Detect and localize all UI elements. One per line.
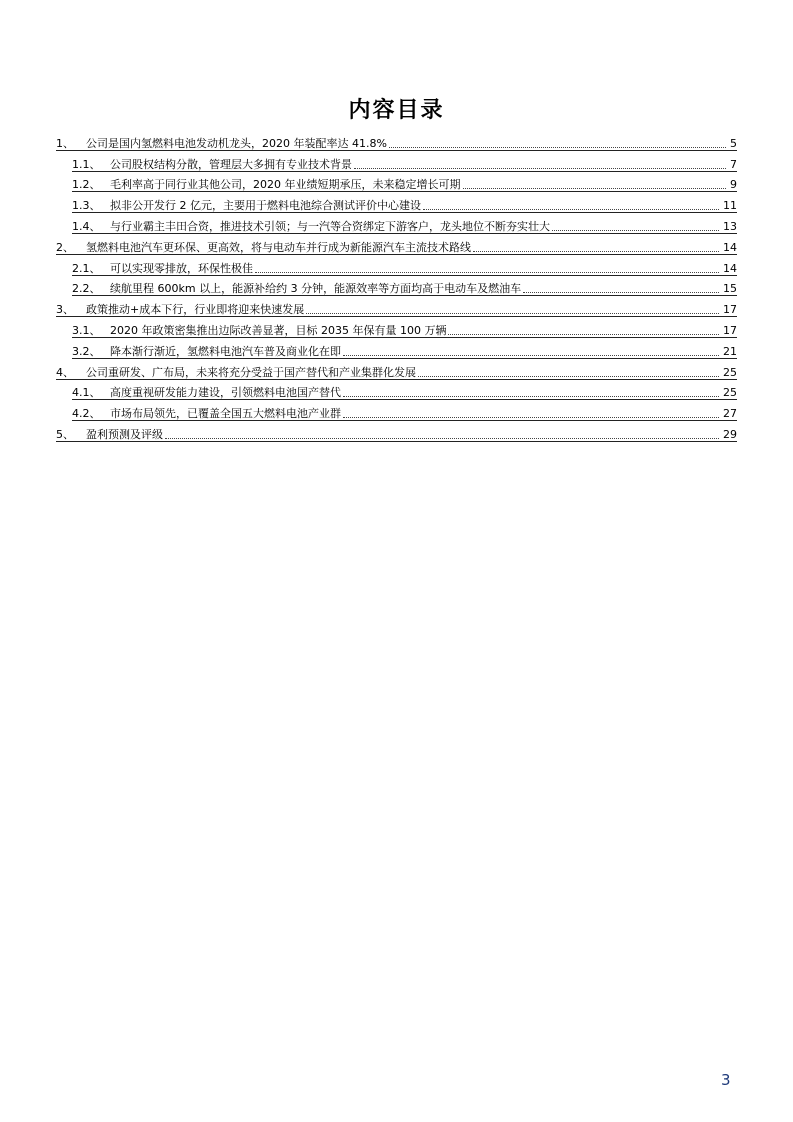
toc-entry[interactable] xyxy=(56,278,737,299)
toc-entry-number: 3、 xyxy=(56,303,74,317)
toc-entry-number: 2、 xyxy=(56,240,74,254)
toc-entry-number: 4.2、 xyxy=(72,407,101,421)
toc-entry[interactable] xyxy=(56,423,737,444)
toc-entry[interactable] xyxy=(56,319,737,340)
toc-entry-title: 与行业霸主丰田合资，推进技术引领；与一汽等合资绑定下游客户，龙头地位不断夯实壮大 xyxy=(110,219,550,233)
toc-entry[interactable] xyxy=(56,236,737,257)
toc-entry-title: 盈利预测及评级 xyxy=(86,427,163,441)
toc-entry-page: 27 xyxy=(723,407,737,421)
toc-entry-number: 1.1、 xyxy=(72,157,101,171)
toc-entry-title: 氢燃料电池汽车更环保、更高效，将与电动车并行成为新能源汽车主流技术路线 xyxy=(86,240,471,254)
toc-entry[interactable] xyxy=(56,402,737,423)
toc-entry-title: 公司股权结构分散，管理层大多拥有专业技术背景 xyxy=(110,157,352,171)
toc-entry-page: 13 xyxy=(723,219,737,233)
toc-leader-dots xyxy=(389,147,726,148)
toc-entry-number: 1、 xyxy=(56,136,74,150)
toc-leader-dots xyxy=(448,334,719,335)
toc-entry[interactable] xyxy=(56,153,737,174)
toc-entry-page: 9 xyxy=(730,178,737,192)
toc-entry-page: 14 xyxy=(723,240,737,254)
toc-entry-page: 25 xyxy=(723,365,737,379)
toc-entry-number: 1.3、 xyxy=(72,199,101,213)
toc-entry[interactable] xyxy=(56,257,737,278)
toc-entry[interactable] xyxy=(56,215,737,236)
toc-leader-dots xyxy=(418,376,719,377)
toc-entry-title: 毛利率高于同行业其他公司，2020 年业绩短期承压，未来稳定增长可期 xyxy=(110,178,461,192)
toc-entry-title: 市场布局领先，已覆盖全国五大燃料电池产业群 xyxy=(110,407,341,421)
toc-entry-number: 5、 xyxy=(56,427,74,441)
toc-entry-page: 11 xyxy=(723,199,737,213)
toc-entry-number: 2.2、 xyxy=(72,282,101,296)
table-of-contents xyxy=(56,132,737,444)
toc-entry-page: 29 xyxy=(723,427,737,441)
toc-entry-page: 17 xyxy=(723,323,737,337)
toc-entry-title: 政策推动+成本下行，行业即将迎来快速发展 xyxy=(86,303,305,317)
toc-entry[interactable] xyxy=(56,298,737,319)
toc-entry-title: 续航里程 600km 以上，能源补给约 3 分钟，能源效率等方面均高于电动车及燃油车 xyxy=(110,282,522,296)
toc-entry[interactable] xyxy=(56,340,737,361)
toc-entry[interactable] xyxy=(56,132,737,153)
toc-entry-page: 5 xyxy=(730,136,737,150)
toc-entry[interactable] xyxy=(56,382,737,403)
toc-entry-title: 拟非公开发行 2 亿元，主要用于燃料电池综合测试评价中心建设 xyxy=(110,199,421,213)
toc-leader-dots xyxy=(463,188,727,189)
toc-entry[interactable] xyxy=(56,174,737,195)
toc-leader-dots xyxy=(423,209,719,210)
toc-leader-dots xyxy=(343,417,719,418)
toc-leader-dots xyxy=(552,230,719,231)
toc-entry-title: 2020 年政策密集推出边际改善显著，目标 2035 年保有量 100 万辆 xyxy=(110,323,447,337)
toc-leader-dots xyxy=(473,251,719,252)
toc-leader-dots xyxy=(255,272,719,273)
toc-entry[interactable] xyxy=(56,194,737,215)
toc-leader-dots xyxy=(354,168,726,169)
toc-entry-title: 公司是国内氢燃料电池发动机龙头，2020 年装配率达 41.8% xyxy=(86,136,387,150)
toc-entry-number: 4.1、 xyxy=(72,386,101,400)
toc-leader-dots xyxy=(343,355,719,356)
toc-entry[interactable] xyxy=(56,361,737,382)
toc-entry-number: 1.2、 xyxy=(72,178,101,192)
toc-entry-number: 3.1、 xyxy=(72,323,101,337)
page-title: 内容目录 xyxy=(348,98,445,123)
toc-entry-title: 可以实现零排放，环保性极佳 xyxy=(110,261,253,275)
toc-leader-dots xyxy=(523,292,719,293)
toc-entry-page: 14 xyxy=(723,261,737,275)
toc-entry-number: 1.4、 xyxy=(72,219,101,233)
toc-entry-page: 7 xyxy=(730,157,737,171)
toc-entry-number: 3.2、 xyxy=(72,344,101,358)
toc-entry-page: 17 xyxy=(723,303,737,317)
page-number: 3 xyxy=(721,1071,731,1089)
toc-entry-title: 降本渐行渐近，氢燃料电池汽车普及商业化在即 xyxy=(110,344,341,358)
toc-entry-title: 高度重视研发能力建设，引领燃料电池国产替代 xyxy=(110,386,341,400)
toc-leader-dots xyxy=(343,396,719,397)
toc-entry-number: 2.1、 xyxy=(72,261,101,275)
toc-entry-title: 公司重研发、广布局，未来将充分受益于国产替代和产业集群化发展 xyxy=(86,365,416,379)
toc-entry-page: 25 xyxy=(723,386,737,400)
toc-leader-dots xyxy=(165,438,719,439)
toc-entry-page: 15 xyxy=(723,282,737,296)
toc-entry-number: 4、 xyxy=(56,365,74,379)
toc-entry-page: 21 xyxy=(723,344,737,358)
toc-leader-dots xyxy=(306,313,719,314)
